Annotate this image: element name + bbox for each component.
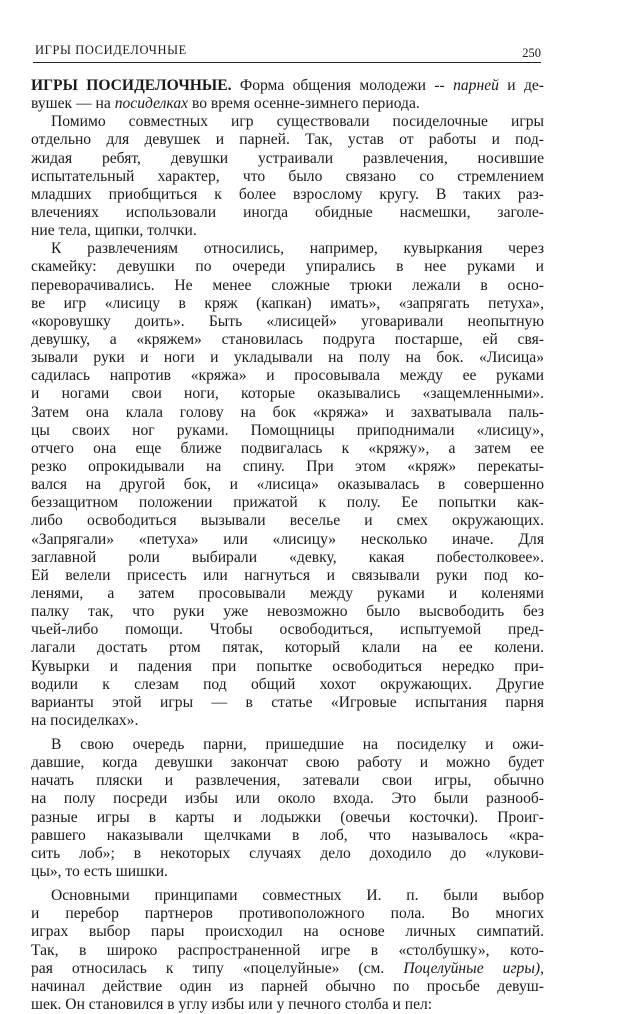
- article-line: ИГРЫ ПОСИДЕЛОЧНЫЕ. Форма общения молодежи -- парней и де-: [31, 77, 544, 94]
- article-line: вушек — на посиделках во время осенне-зимнего периода.: [31, 95, 420, 113]
- article-line: цы», то есть шишки.: [31, 863, 168, 881]
- article-line: Помимо совместных игр существовали посиделочные игры: [51, 113, 544, 131]
- article-line: ние тела, щипки, толчки.: [31, 222, 197, 240]
- article-line: шек. Он становился в углу избы или у печного столба и пел:: [31, 996, 433, 1014]
- article-line: играх выбор пары происходил на основе личных симпатий.: [31, 923, 544, 941]
- article-line: Кувырки и падения при попытке освободиться нередко при-: [31, 657, 544, 675]
- page-number: 250: [522, 46, 541, 60]
- article-line: давшие, когда девушки закончат свою работу и можно будет: [31, 754, 544, 772]
- article-line: равшего наказывали щелчками в лоб, что называлось «кра-: [31, 826, 544, 844]
- article-line: вался на другой бок, и «лисица» оказывалась в совершенно: [31, 476, 544, 494]
- article-line: Так, в широко распространенной игре в «столбушку», кото-: [31, 941, 544, 959]
- article-line: сить лоб»; в некоторых случаях дело доходило до «лукови-: [31, 844, 544, 862]
- article-line: испытательный характер, что было связано со стремлением: [31, 167, 544, 185]
- article-line: младших приобщиться к более взрослому кругу. В таких раз-: [31, 185, 544, 203]
- article-line: К развлечениям относились, например, кувыркания через: [51, 240, 544, 258]
- article-line: ленями, а затем просовывали между руками и коленями: [31, 584, 544, 602]
- article-line: и ногами свои ноги, которые оказывались «защемленными».: [31, 385, 544, 403]
- article-line: Затем она клала голову на бок «кряжа» и захватывала паль-: [31, 403, 544, 421]
- article-headword: ИГРЫ ПОСИДЕЛОЧНЫЕ.: [31, 77, 232, 94]
- article-line: отдельно для девушек и парней. Так, устав от работы и под-: [31, 131, 544, 149]
- article-line: ве игр «лисицу в кряж (капкан) имать», «запрягать петуха»,: [31, 294, 544, 312]
- article-line: разные игры в карты и лодыжки (овечьи косточки). Проиг-: [31, 808, 544, 826]
- article-line: Ей велели присесть или нагнуться и связывали руки под ко-: [31, 566, 544, 584]
- article-line: палку так, что руки уже невозможно было высвободить без: [31, 603, 544, 621]
- cross-reference: Поцелуйные игры),: [403, 959, 544, 977]
- article-line: водили к слезам под общий хохот окружающих. Другие: [31, 675, 544, 693]
- article-line: начать пляски и развлечения, затевали свои игры, обычно: [31, 772, 544, 790]
- article-line: начинал действие один из парней обычно по просьбе девуш-: [31, 977, 544, 995]
- article-line: отчего она еще ближе подвигалась к «кряжу», а затем ее: [31, 439, 544, 457]
- article-line: рая относилась к типу «поцелуйные» (см. Поцелуйные игры),: [31, 959, 544, 977]
- article-line: либо освободиться вызывали веселье и смех окружающих.: [31, 512, 544, 530]
- article-line: на посиделках».: [31, 711, 139, 729]
- article-line: скамейку: девушки по очереди упирались в нее руками и: [31, 258, 544, 276]
- article-line: заглавной роли выбирали «девку, какая побестолковее».: [31, 548, 544, 566]
- article-line: резко опрокидывали на спину. При этом «кряж» перекаты-: [31, 457, 544, 475]
- italic-term: посиделках: [114, 95, 189, 113]
- article-line: влечениях использовали иногда обидные насмешки, заголе-: [31, 203, 544, 221]
- article-line: лагали достать ртом пятак, который клали на ее колени.: [31, 639, 544, 657]
- article-line: переворачивались. Не менее сложные трюки лежали в осно-: [31, 276, 544, 294]
- article-line: зывали руки и ноги и укладывали на полу на бок. «Лисица»: [31, 349, 544, 367]
- article-line: «Запрягали» «петуха» или «лисицу» несколько иначе. Для: [31, 530, 544, 548]
- italic-term: парней: [453, 77, 499, 94]
- article-line: жидая ребят, девушки устраивали развлечения, носившие: [31, 149, 544, 167]
- article-line: чьей-либо помощи. Чтобы освободиться, испытуемой пред-: [31, 621, 544, 639]
- article-line: девушку, а «кряжем» становилась подруга постарше, ей свя-: [31, 330, 544, 348]
- article-line: цы своих ног руками. Помощницы приподнимали «лисицу»,: [31, 421, 544, 439]
- article-line: Основными принципами совместных И. п. были выбор: [51, 887, 544, 905]
- article-line: варианты этой игры — в статье «Игровые испытания парня: [31, 693, 544, 711]
- article-line: садилась напротив «кряжа» и просовывала между ее руками: [31, 367, 544, 385]
- running-header: [33, 38, 541, 63]
- article-line: и перебор партнеров противоположного пола. Во многих: [31, 905, 544, 923]
- article-line: «коровушку доить». Быть «лисицей» уговаривали неопытную: [31, 312, 544, 330]
- article-line: беззащитном положении прижатой к полу. Ее попытки как-: [31, 494, 544, 512]
- article-line: на полу посреди избы или около входа. Это были разнооб-: [31, 790, 544, 808]
- article-line: В свою очередь парни, пришедшие на посиделку и ожи-: [51, 736, 544, 754]
- running-title: ИГРЫ ПОСИДЕЛОЧНЫЕ: [35, 43, 187, 57]
- article-body: [31, 77, 544, 1014]
